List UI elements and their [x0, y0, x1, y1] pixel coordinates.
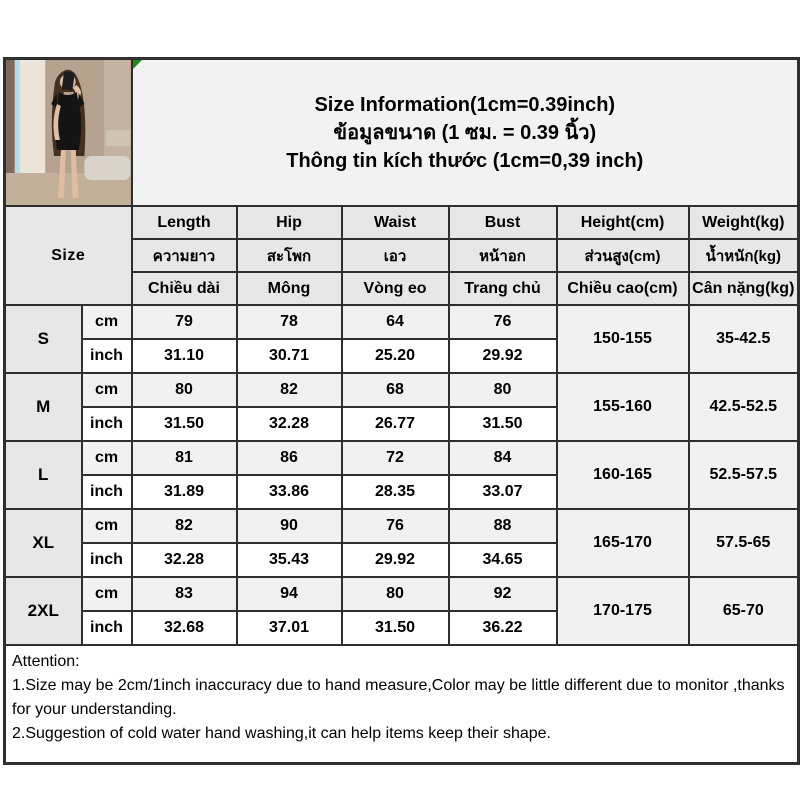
table-cell: 84	[449, 441, 557, 475]
col-header-bust-vi: Trang chủ	[449, 272, 557, 305]
table-cell: 25.20	[342, 339, 449, 373]
col-header-height-vi: Chiều cao(cm)	[557, 272, 689, 305]
weight-range-cell: 65-70	[689, 577, 799, 645]
size-label: S	[5, 305, 82, 373]
col-header-waist-vi: Vòng eo	[342, 272, 449, 305]
table-cell: 28.35	[342, 475, 449, 509]
unit-label: cm	[82, 441, 132, 475]
size-label: 2XL	[5, 577, 82, 645]
table-cell: 32.28	[237, 407, 342, 441]
model-photo	[5, 59, 132, 207]
height-range-cell: 160-165	[557, 441, 689, 509]
table-cell: 76	[342, 509, 449, 543]
attention-note	[5, 645, 799, 764]
col-header-waist: Waist	[342, 206, 449, 239]
table-cell: 29.92	[342, 543, 449, 577]
title-english: Size Information(1cm=0.39inch)	[314, 93, 616, 116]
table-cell: 92	[449, 577, 557, 611]
table-cell: 81	[132, 441, 237, 475]
title-thai: ข้อมูลขนาด (1 ซม. = 0.39 นิ้ว)	[333, 121, 597, 144]
size-column-header: Size	[5, 206, 132, 305]
col-header-bust-th: หน้าอก	[449, 239, 557, 272]
col-header-length-vi: Chiều dài	[132, 272, 237, 305]
unit-label: cm	[82, 577, 132, 611]
height-range-cell: 155-160	[557, 373, 689, 441]
col-header-weight: Weight(kg)	[689, 206, 799, 239]
height-range-cell: 150-155	[557, 305, 689, 373]
unit-label: cm	[82, 509, 132, 543]
col-header-length-th: ความยาว	[132, 239, 237, 272]
col-header-weight-th: น้ำหนัก(kg)	[689, 239, 799, 272]
table-cell: 33.07	[449, 475, 557, 509]
unit-label: inch	[82, 543, 132, 577]
col-header-hip-th: สะโพก	[237, 239, 342, 272]
unit-label: cm	[82, 373, 132, 407]
size-row-m-cm	[5, 373, 799, 407]
table-cell: 31.50	[342, 611, 449, 645]
size-chart-table	[3, 57, 800, 765]
weight-range-cell: 52.5-57.5	[689, 441, 799, 509]
table-cell: 30.71	[237, 339, 342, 373]
size-label: L	[5, 441, 82, 509]
unit-label: inch	[82, 339, 132, 373]
table-cell: 31.89	[132, 475, 237, 509]
attention-line-2: 2.Suggestion of cold water hand washing,it can help items keep their shape.	[12, 725, 551, 742]
table-cell: 68	[342, 373, 449, 407]
table-cell: 82	[237, 373, 342, 407]
weight-range-cell: 35-42.5	[689, 305, 799, 373]
table-cell: 32.28	[132, 543, 237, 577]
attention-line-1: 1.Size may be 2cm/1inch inaccuracy due to hand measure,Color may be little different due to monitor ,thanks for your understanding.	[12, 677, 785, 718]
table-cell: 31.50	[449, 407, 557, 441]
table-cell: 29.92	[449, 339, 557, 373]
size-row-s-cm	[5, 305, 799, 339]
header-row-english	[5, 206, 799, 239]
size-information-header	[132, 59, 799, 207]
table-cell: 76	[449, 305, 557, 339]
unit-label: inch	[82, 475, 132, 509]
unit-label: inch	[82, 407, 132, 441]
table-cell: 79	[132, 305, 237, 339]
table-cell: 78	[237, 305, 342, 339]
table-cell: 80	[449, 373, 557, 407]
table-cell: 26.77	[342, 407, 449, 441]
table-cell: 86	[237, 441, 342, 475]
title-vietnamese: Thông tin kích thước (1cm=0,39 inch)	[286, 149, 644, 172]
model-photo-illustration	[6, 60, 131, 205]
size-label: M	[5, 373, 82, 441]
size-label: XL	[5, 509, 82, 577]
table-cell: 36.22	[449, 611, 557, 645]
col-header-waist-th: เอว	[342, 239, 449, 272]
table-cell: 83	[132, 577, 237, 611]
unit-label: inch	[82, 611, 132, 645]
table-cell: 31.50	[132, 407, 237, 441]
col-header-height: Height(cm)	[557, 206, 689, 239]
table-cell: 94	[237, 577, 342, 611]
table-cell: 88	[449, 509, 557, 543]
col-header-hip: Hip	[237, 206, 342, 239]
table-cell: 37.01	[237, 611, 342, 645]
table-cell: 80	[132, 373, 237, 407]
attention-heading: Attention:	[12, 653, 80, 670]
table-cell: 64	[342, 305, 449, 339]
col-header-bust: Bust	[449, 206, 557, 239]
col-header-weight-vi: Cân nặng(kg)	[689, 272, 799, 305]
size-row-l-cm	[5, 441, 799, 475]
table-cell: 80	[342, 577, 449, 611]
table-cell: 31.10	[132, 339, 237, 373]
col-header-hip-vi: Mông	[237, 272, 342, 305]
table-cell: 33.86	[237, 475, 342, 509]
table-cell: 34.65	[449, 543, 557, 577]
unit-label: cm	[82, 305, 132, 339]
size-row-xl-cm	[5, 509, 799, 543]
table-cell: 90	[237, 509, 342, 543]
weight-range-cell: 57.5-65	[689, 509, 799, 577]
height-range-cell: 170-175	[557, 577, 689, 645]
green-corner-marker-icon	[133, 60, 142, 69]
height-range-cell: 165-170	[557, 509, 689, 577]
weight-range-cell: 42.5-52.5	[689, 373, 799, 441]
table-cell: 32.68	[132, 611, 237, 645]
size-chart-sheet	[3, 57, 797, 765]
col-header-height-th: ส่วนสูง(cm)	[557, 239, 689, 272]
size-row-2xl-cm	[5, 577, 799, 611]
table-cell: 72	[342, 441, 449, 475]
attention-row	[5, 645, 799, 764]
col-header-length: Length	[132, 206, 237, 239]
table-cell: 82	[132, 509, 237, 543]
table-cell: 35.43	[237, 543, 342, 577]
title-row	[5, 59, 799, 207]
